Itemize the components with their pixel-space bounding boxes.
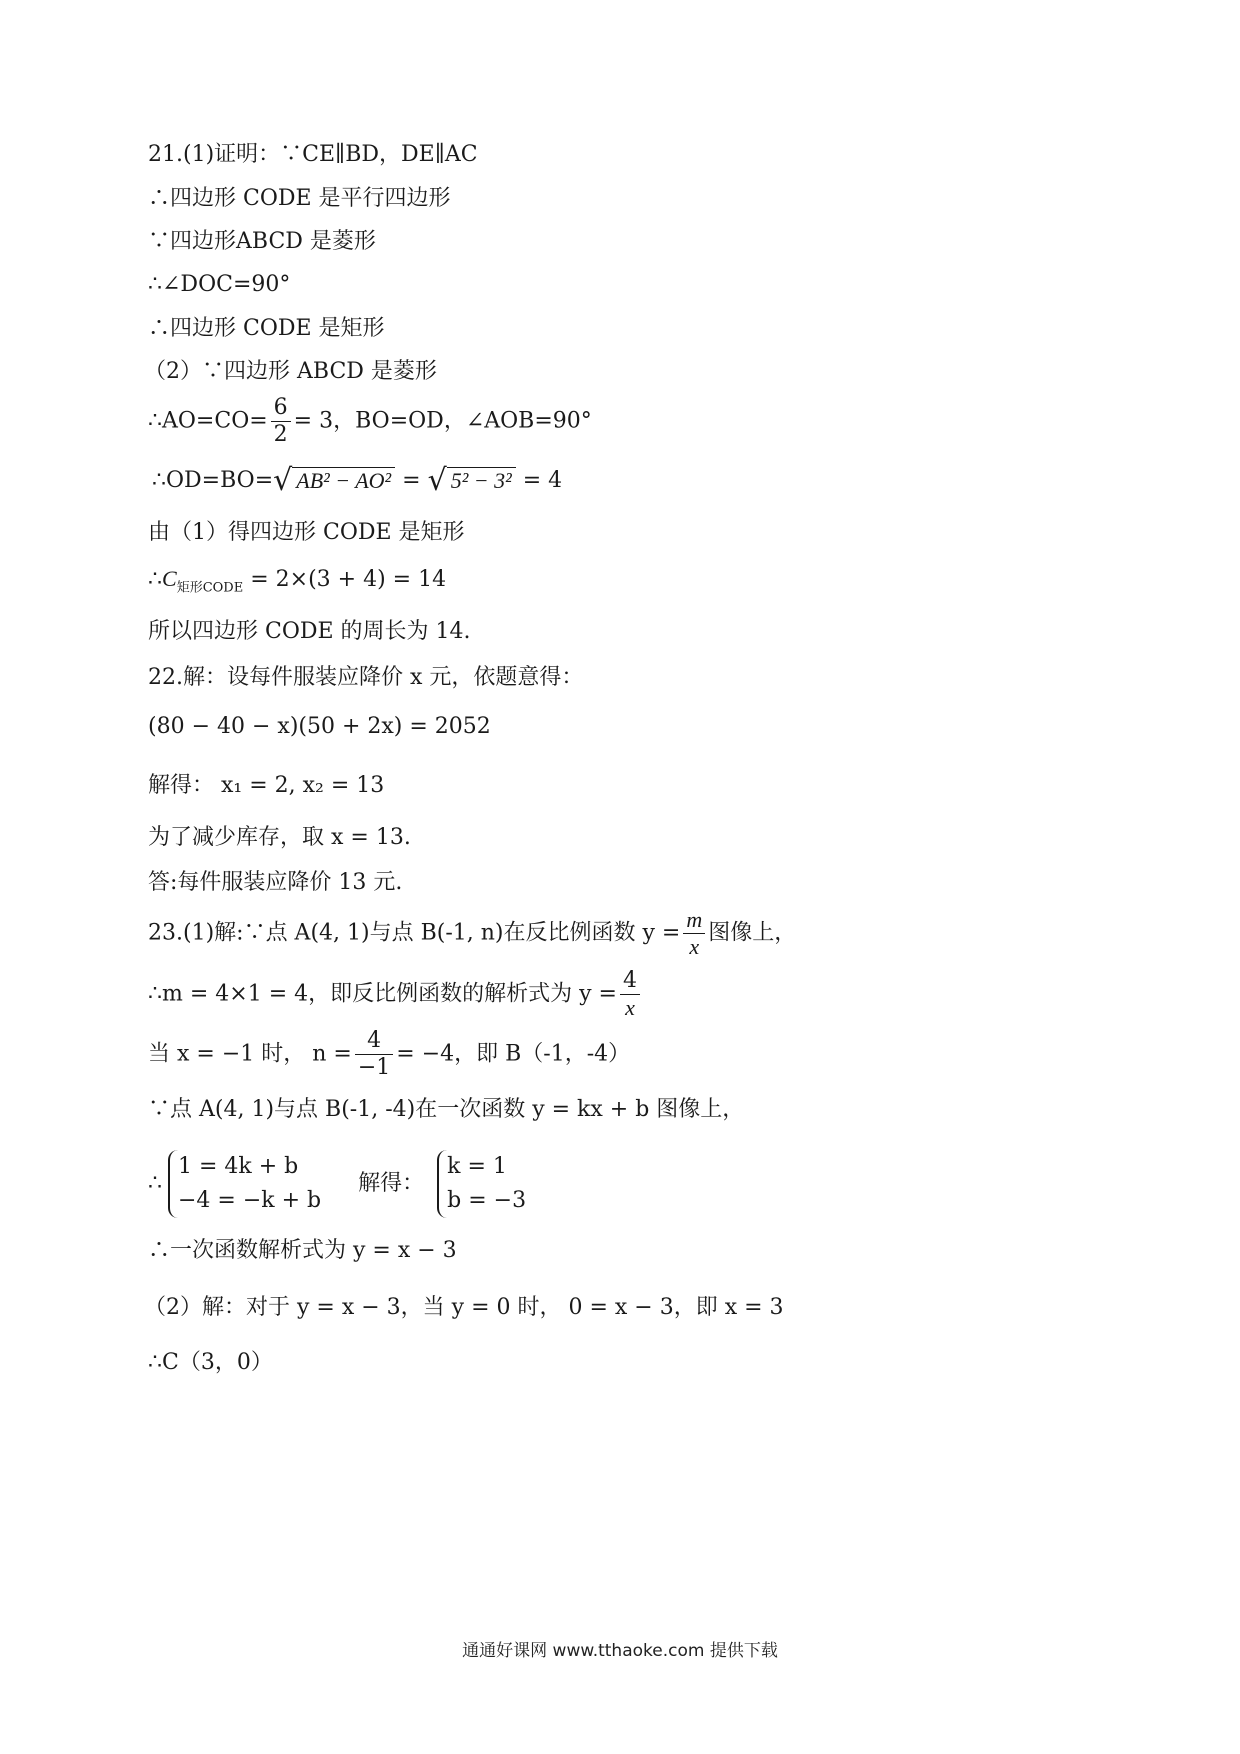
line-linear-result: ∴一次函数解析式为 y = x − 3 [148, 1238, 457, 1263]
footer-credit: 通通好课网 www.tthaoke.com 提供下载 [462, 1641, 778, 1661]
text: ∴ [148, 1171, 162, 1196]
numerator: m [683, 907, 705, 934]
line-choose: 为了减少库存，取 x = 13. [148, 825, 411, 850]
text: 图像上， [708, 920, 797, 946]
text: ∴ [148, 567, 162, 592]
numerator: 6 [271, 395, 291, 422]
fraction [271, 395, 291, 448]
line-rectangle: ∴四边形 CODE 是矩形 [148, 316, 385, 341]
equation: b = −3 [447, 1188, 527, 1213]
solution-system [437, 1150, 526, 1218]
radical [427, 463, 516, 498]
line-23-2: （2）解：对于 y = x − 3，当 y = 0 时， 0 = x − 3，即 x = 3 [144, 1295, 784, 1320]
fraction [355, 1028, 393, 1081]
line-m-value [148, 968, 643, 1021]
line-angle-doc: ∴∠DOC=90° [148, 272, 291, 297]
line-solve: 解得： x₁ = 2, x₂ = 13 [148, 773, 385, 798]
text: = 4 [522, 468, 563, 493]
fraction [683, 907, 705, 960]
radical [273, 463, 395, 498]
text: 23.(1)解:∵点 A(4, 1)与点 B(-1, n)在反比例函数 y = [148, 920, 681, 946]
subscript: 矩形CODE [176, 580, 244, 596]
sqrt-icon: √ [427, 463, 447, 498]
line-n-value [148, 1028, 630, 1081]
line-by-1: 由（1）得四边形 CODE 是矩形 [148, 520, 465, 545]
text: ∴m = 4×1 = 4，即反比例函数的解析式为 y = [148, 981, 617, 1007]
radicand: AB² − AO² [292, 467, 395, 493]
text: = 3，BO=OD，∠AOB=90° [293, 408, 592, 434]
fraction [620, 968, 640, 1021]
line-21-2: （2）∵四边形 ABCD 是菱形 [144, 359, 437, 384]
line-perimeter-calc [148, 564, 446, 603]
text: ∴AO=CO= [148, 408, 268, 434]
line-ao-co [148, 395, 592, 448]
symbol-c: C [162, 566, 177, 591]
numerator: 4 [355, 1028, 393, 1055]
line-point-c: ∴C（3，0） [148, 1350, 273, 1375]
line-perimeter: 所以四边形 CODE 的周长为 14. [148, 619, 471, 644]
text: = −4，即 B（-1，-4） [396, 1041, 631, 1067]
line-answer: 答:每件服装应降价 13 元. [148, 870, 403, 895]
text: ∴OD=BO= [152, 468, 274, 493]
denominator: 2 [273, 422, 288, 447]
text: = 2×(3 + 4) = 14 [250, 567, 447, 592]
radicand: 5² − 3² [447, 467, 516, 493]
numerator: 4 [620, 968, 640, 995]
line-equation: (80 − 40 − x)(50 + 2x) = 2052 [148, 714, 491, 739]
equation: 1 = 4k + b [178, 1154, 299, 1179]
sqrt-icon: √ [273, 463, 293, 498]
line-21-1: 21.(1)证明：∵CE∥BD，DE∥AC [148, 142, 478, 167]
line-od-bo [152, 463, 563, 498]
line-linear: ∵点 A(4, 1)与点 B(-1, -4)在一次函数 y = kx + b 图像上， [148, 1097, 745, 1122]
denominator: x [625, 995, 635, 1020]
line-22: 22.解：设每件服装应降价 x 元，依题意得： [148, 665, 584, 690]
line-system [148, 1150, 532, 1218]
line-rhombus: ∵四边形ABCD 是菱形 [148, 229, 376, 254]
text: = [402, 468, 421, 493]
equation-system [168, 1150, 321, 1218]
denominator: −1 [357, 1055, 391, 1080]
line-23-1 [148, 907, 796, 960]
denominator: x [689, 934, 700, 959]
equation: k = 1 [447, 1154, 507, 1179]
text: 解得： [358, 1171, 425, 1196]
text: 当 x = −1 时， n = [148, 1041, 352, 1067]
line-parallelogram: ∴四边形 CODE 是平行四边形 [148, 186, 451, 211]
equation: −4 = −k + b [178, 1188, 322, 1213]
